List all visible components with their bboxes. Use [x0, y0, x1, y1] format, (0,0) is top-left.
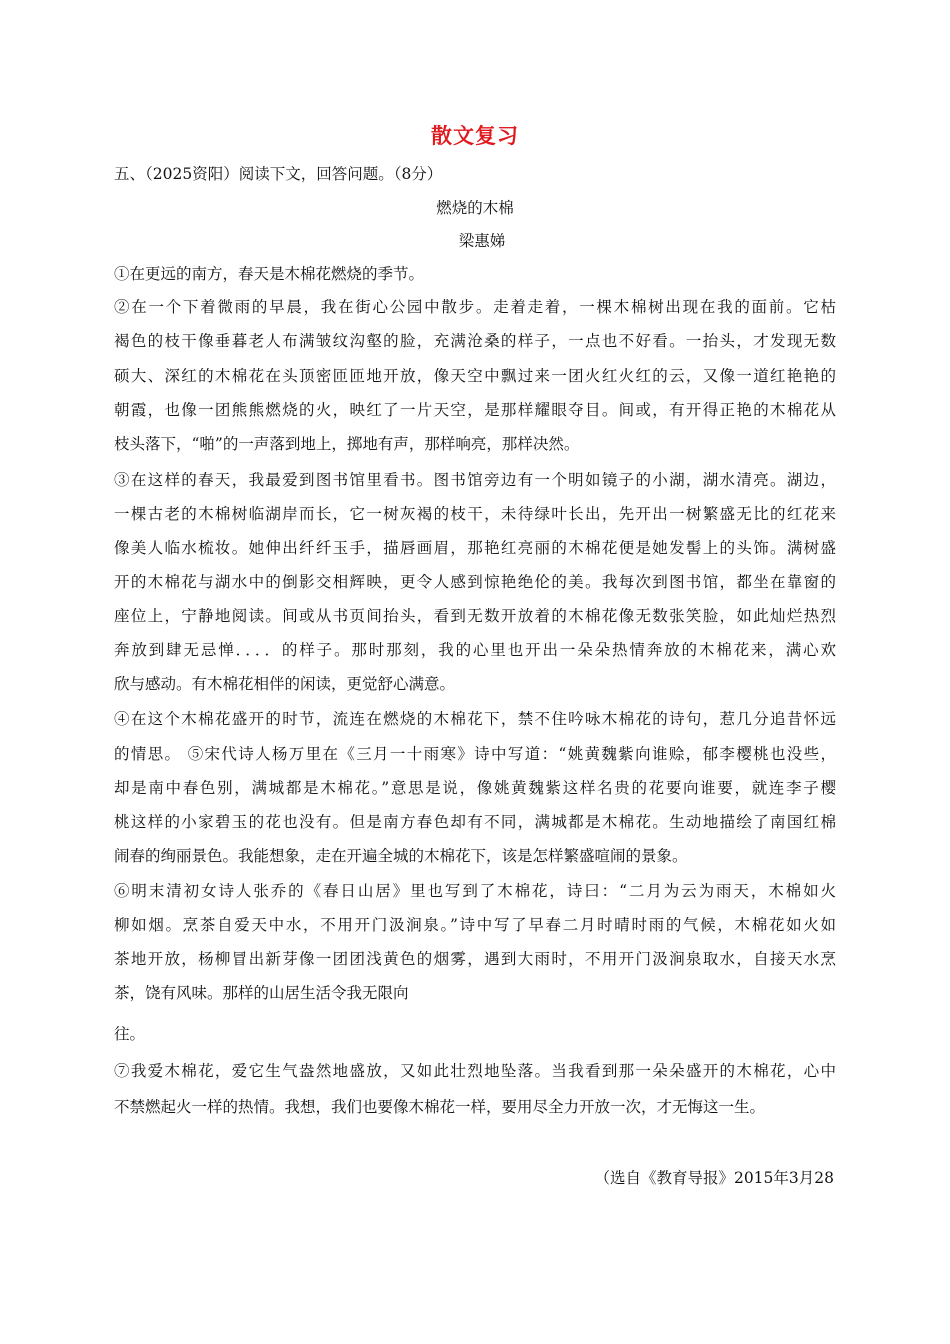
source-note: （选自《教育导报》2015年3月28	[594, 1169, 834, 1187]
article-line: 褐色的枝干像垂暮老人布满皱纹沟壑的脸，充满沧桑的样子，一点也不好看。一抬头，才发现无数	[114, 332, 836, 350]
article-line: 往。	[114, 1025, 146, 1043]
article-line: 茶，饶有风味。那样的山居生活令我无限向	[114, 984, 409, 1002]
article-line: 的情思。 ⑤宋代诗人杨万里在《三月一十雨寒》诗中写道：“姚黄魏紫向谁赊，郁李樱桃也没些，	[114, 745, 836, 763]
article-line: ⑦我爱木棉花，爱它生气盎然地盛放，又如此壮烈地坠落。当我看到那一朵朵盛开的木棉花，心中	[114, 1062, 836, 1080]
article-line: 座位上，宁静地阅读。间或从书页间抬头，看到无数开放着的木棉花像无数张笑脸，如此灿烂热烈	[114, 607, 836, 625]
article-line: ③在这样的春天，我最爱到图书馆里看书。图书馆旁边有一个明如镜子的小湖，湖水清亮。湖边，	[114, 471, 836, 489]
article-line: 却是南中春色别，满城都是木棉花。”意思是说，像姚黄魏紫这样名贵的花要向谁要，就连李子樱	[114, 779, 836, 797]
article-line: 开的木棉花与湖水中的倒影交相辉映，更令人感到惊艳绝伦的美。我每次到图书馆，都坐在靠窗的	[114, 573, 836, 591]
article-line: 欣与感动。有木棉花相伴的闲读，更觉舒心满意。	[114, 675, 456, 693]
article-line: ②在一个下着微雨的早晨，我在街心公园中散步。走着走着，一棵木棉树出现在我的面前。它枯	[114, 298, 836, 316]
article-line: 一棵古老的木棉树临湖岸而长，它一树灰褐的枝干，未待绿叶长出，先开出一树繁盛无比的红花来	[114, 505, 836, 523]
article-line: 像美人临水梳妆。她伸出纤纤玉手，描唇画眉，那艳红亮丽的木棉花便是她发髻上的头饰。满树盛	[114, 539, 836, 557]
article-line: 枝头落下，“啪”的一声落到地上，掷地有声，那样响亮，那样决然。	[114, 435, 580, 453]
article-line: 茶地开放，杨柳冒出新芽像一团团浅黄色的烟雾，遇到大雨时，不用开门汲涧泉取水，自接天水烹	[114, 950, 836, 968]
article-author: 梁惠娣	[458, 232, 506, 250]
article-line: 硕大、深红的木棉花在头顶密匝匝地开放，像天空中飘过来一团火红火红的云，又像一道红艳艳的	[114, 367, 836, 385]
article-line: ⑥明末清初女诗人张乔的《春日山居》里也写到了木棉花，诗曰：“二月为云为雨天，木棉如火	[114, 882, 836, 900]
article-line: 不禁燃起火一样的热情。我想，我们也要像木棉花一样，要用尽全力开放一次，才无悔这一生。	[114, 1098, 766, 1116]
article-title: 燃烧的木棉	[436, 199, 514, 217]
article-line: 桃这样的小家碧玉的花也没有。但是南方春色却有不同，满城都是木棉花。生动地描绘了南国红棉	[114, 813, 836, 831]
article-line: ④在这个木棉花盛开的时节，流连在燃烧的木棉花下，禁不住吟咏木棉花的诗句，惹几分追昔怀远	[114, 710, 836, 728]
page-title: 散文复习	[431, 124, 519, 148]
article-line: 奔放到肆无忌惮．．．．的样子。那时那刻，我的心里也开出一朵朵热情奔放的木棉花来，满心欢	[114, 641, 836, 659]
article-line: 闹春的绚丽景色。我能想象，走在开遍全城的木棉花下，该是怎样繁盛喧闹的景象。	[114, 847, 688, 865]
article-line: ①在更远的南方，春天是木棉花燃烧的季节。	[114, 265, 425, 283]
question-header: 五、（2025资阳）阅读下文，回答问题。（8分）	[114, 165, 443, 183]
article-line: 柳如烟。烹茶自爱天中水，不用开门汲涧泉。”诗中写了早春二月时晴时雨的气候，木棉花如火如	[114, 916, 836, 934]
article-line: 朝霞，也像一团熊熊燃烧的火，映红了一片天空，是那样耀眼夺目。间或，有开得正艳的木棉花从	[114, 401, 836, 419]
